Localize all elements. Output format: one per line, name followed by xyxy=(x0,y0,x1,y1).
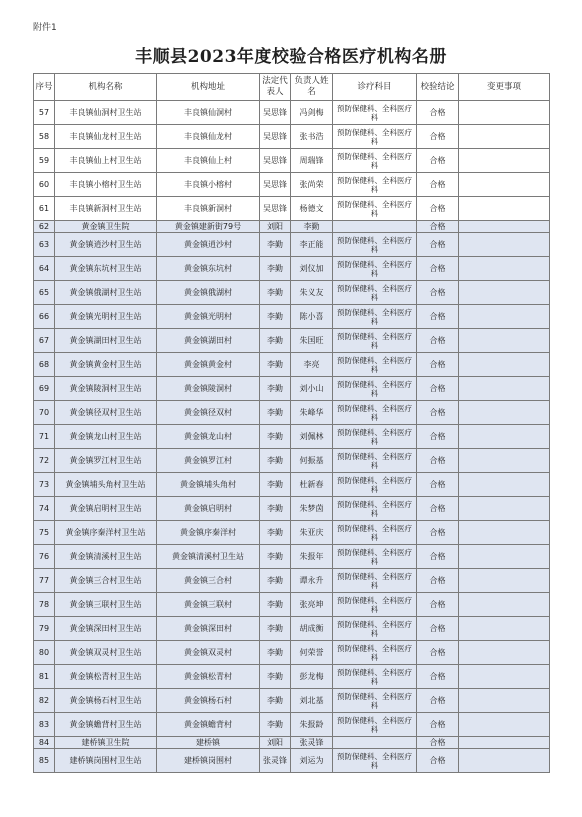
cell-change xyxy=(459,173,550,197)
cell-legal-rep: 李勤 xyxy=(260,713,291,737)
cell-head: 刘小山 xyxy=(291,377,333,401)
cell-head: 张亮坤 xyxy=(291,593,333,617)
cell-legal-rep: 李勤 xyxy=(260,641,291,665)
cell-subjects: 预防保健科、全科医疗科 xyxy=(333,617,417,641)
cell-name: 黄金镇湖田村卫生站 xyxy=(55,329,157,353)
cell-result: 合格 xyxy=(417,197,459,221)
cell-result: 合格 xyxy=(417,125,459,149)
cell-name: 黄金镇逍沙村卫生站 xyxy=(55,233,157,257)
cell-no: 72 xyxy=(34,449,55,473)
cell-head: 朱亚庆 xyxy=(291,521,333,545)
cell-result: 合格 xyxy=(417,257,459,281)
table-row xyxy=(34,545,550,569)
cell-head: 胡成衡 xyxy=(291,617,333,641)
cell-name: 黄金镇龙山村卫生站 xyxy=(55,425,157,449)
cell-change xyxy=(459,401,550,425)
cell-legal-rep: 李勤 xyxy=(260,449,291,473)
cell-subjects: 预防保健科、全科医疗科 xyxy=(333,473,417,497)
cell-no: 59 xyxy=(34,149,55,173)
cell-subjects: 预防保健科、全科医疗科 xyxy=(333,305,417,329)
cell-address: 黄金镇逍沙村 xyxy=(157,233,260,257)
cell-subjects: 预防保健科、全科医疗科 xyxy=(333,641,417,665)
table-row xyxy=(34,689,550,713)
cell-head: 陈小喜 xyxy=(291,305,333,329)
cell-name: 丰良镇仙上村卫生站 xyxy=(55,149,157,173)
cell-legal-rep: 李勤 xyxy=(260,689,291,713)
cell-subjects: 预防保健科、全科医疗科 xyxy=(333,569,417,593)
table-row xyxy=(34,401,550,425)
cell-name: 黄金镇双灵村卫生站 xyxy=(55,641,157,665)
cell-head: 朱报年 xyxy=(291,545,333,569)
cell-subjects: 预防保健科、全科医疗科 xyxy=(333,593,417,617)
cell-no: 66 xyxy=(34,305,55,329)
cell-name: 黄金镇径双村卫生站 xyxy=(55,401,157,425)
cell-legal-rep: 李勤 xyxy=(260,665,291,689)
cell-address: 建桥镇岗围村 xyxy=(157,749,260,773)
cell-name: 建桥镇卫生院 xyxy=(55,737,157,749)
cell-result: 合格 xyxy=(417,689,459,713)
cell-name: 黄金镇卫生院 xyxy=(55,221,157,233)
cell-change xyxy=(459,737,550,749)
cell-address: 黄金镇径双村 xyxy=(157,401,260,425)
cell-no: 63 xyxy=(34,233,55,257)
cell-subjects: 预防保健科、全科医疗科 xyxy=(333,749,417,773)
cell-name: 黄金镇杨石村卫生站 xyxy=(55,689,157,713)
cell-subjects: 预防保健科、全科医疗科 xyxy=(333,425,417,449)
cell-no: 77 xyxy=(34,569,55,593)
cell-head: 朱报龄 xyxy=(291,713,333,737)
col-header-head: 负责人姓名 xyxy=(291,74,333,101)
cell-subjects: 预防保健科、全科医疗科 xyxy=(333,281,417,305)
cell-subjects: 预防保健科、全科医疗科 xyxy=(333,197,417,221)
cell-head: 杨德文 xyxy=(291,197,333,221)
cell-change xyxy=(459,473,550,497)
table-row xyxy=(34,257,550,281)
table-row xyxy=(34,473,550,497)
cell-address: 黄金镇杨石村 xyxy=(157,689,260,713)
cell-legal-rep: 李勤 xyxy=(260,233,291,257)
cell-legal-rep: 李勤 xyxy=(260,545,291,569)
cell-subjects: 预防保健科、全科医疗科 xyxy=(333,149,417,173)
cell-result: 合格 xyxy=(417,665,459,689)
cell-no: 73 xyxy=(34,473,55,497)
cell-legal-rep: 李勤 xyxy=(260,377,291,401)
cell-address: 建桥镇 xyxy=(157,737,260,749)
cell-subjects: 预防保健科、全科医疗科 xyxy=(333,665,417,689)
cell-no: 69 xyxy=(34,377,55,401)
cell-address: 黄金镇序秦洋村 xyxy=(157,521,260,545)
cell-change xyxy=(459,305,550,329)
cell-address: 黄金镇清溪村卫生站 xyxy=(157,545,260,569)
cell-no: 84 xyxy=(34,737,55,749)
cell-subjects: 预防保健科、全科医疗科 xyxy=(333,329,417,353)
cell-subjects: 预防保健科、全科医疗科 xyxy=(333,449,417,473)
table-row xyxy=(34,497,550,521)
cell-address: 黄金镇松青村 xyxy=(157,665,260,689)
cell-result: 合格 xyxy=(417,569,459,593)
cell-subjects: 预防保健科、全科医疗科 xyxy=(333,689,417,713)
table-row xyxy=(34,305,550,329)
cell-name: 黄金镇陵洞村卫生站 xyxy=(55,377,157,401)
cell-head: 冯剑梅 xyxy=(291,101,333,125)
table-row xyxy=(34,425,550,449)
table-row xyxy=(34,665,550,689)
cell-change xyxy=(459,689,550,713)
cell-name: 黄金镇光明村卫生站 xyxy=(55,305,157,329)
cell-result: 合格 xyxy=(417,401,459,425)
cell-legal-rep: 吴思锋 xyxy=(260,149,291,173)
table-row xyxy=(34,125,550,149)
cell-legal-rep: 李勤 xyxy=(260,593,291,617)
table-row xyxy=(34,221,550,233)
table-row xyxy=(34,329,550,353)
cell-address: 黄金镇罗江村 xyxy=(157,449,260,473)
cell-legal-rep: 李勤 xyxy=(260,497,291,521)
table-row xyxy=(34,101,550,125)
cell-name: 黄金镇序秦洋村卫生站 xyxy=(55,521,157,545)
cell-name: 丰良镇仙龙村卫生站 xyxy=(55,125,157,149)
cell-address: 黄金镇埔头角村 xyxy=(157,473,260,497)
cell-address: 黄金镇三联村 xyxy=(157,593,260,617)
cell-no: 79 xyxy=(34,617,55,641)
cell-head: 朱梦茵 xyxy=(291,497,333,521)
col-header-subjects: 诊疗科目 xyxy=(333,74,417,101)
cell-result: 合格 xyxy=(417,353,459,377)
cell-result: 合格 xyxy=(417,149,459,173)
cell-legal-rep: 吴思锋 xyxy=(260,125,291,149)
cell-head: 杜新春 xyxy=(291,473,333,497)
cell-result: 合格 xyxy=(417,737,459,749)
col-header-result: 校验结论 xyxy=(417,74,459,101)
cell-address: 黄金镇龙山村 xyxy=(157,425,260,449)
cell-change xyxy=(459,353,550,377)
cell-no: 74 xyxy=(34,497,55,521)
cell-no: 67 xyxy=(34,329,55,353)
col-header-name: 机构名称 xyxy=(55,74,157,101)
cell-change xyxy=(459,641,550,665)
cell-address: 黄金镇建新街79号 xyxy=(157,221,260,233)
cell-subjects: 预防保健科、全科医疗科 xyxy=(333,101,417,125)
cell-result: 合格 xyxy=(417,521,459,545)
cell-no: 58 xyxy=(34,125,55,149)
cell-head: 李亮 xyxy=(291,353,333,377)
cell-result: 合格 xyxy=(417,497,459,521)
cell-address: 丰良镇新洞村 xyxy=(157,197,260,221)
cell-legal-rep: 李勤 xyxy=(260,473,291,497)
cell-name: 黄金镇松青村卫生站 xyxy=(55,665,157,689)
table-row xyxy=(34,617,550,641)
table-header-row xyxy=(34,74,550,101)
col-header-legal-rep: 法定代表人 xyxy=(260,74,291,101)
cell-change xyxy=(459,233,550,257)
table-row xyxy=(34,281,550,305)
cell-name: 黄金镇俄湖村卫生站 xyxy=(55,281,157,305)
table-body xyxy=(34,101,550,773)
cell-change xyxy=(459,377,550,401)
cell-subjects: 预防保健科、全科医疗科 xyxy=(333,521,417,545)
cell-legal-rep: 刘阳 xyxy=(260,221,291,233)
cell-change xyxy=(459,749,550,773)
col-header-no: 序号 xyxy=(34,74,55,101)
cell-result: 合格 xyxy=(417,281,459,305)
cell-head: 周瑞锋 xyxy=(291,149,333,173)
table-row xyxy=(34,737,550,749)
cell-result: 合格 xyxy=(417,233,459,257)
cell-head: 刘佩林 xyxy=(291,425,333,449)
cell-no: 85 xyxy=(34,749,55,773)
cell-head: 朱国旺 xyxy=(291,329,333,353)
institution-table xyxy=(33,73,550,773)
table-row xyxy=(34,569,550,593)
table-row xyxy=(34,713,550,737)
cell-address: 丰良镇仙龙村 xyxy=(157,125,260,149)
cell-subjects: 预防保健科、全科医疗科 xyxy=(333,173,417,197)
cell-subjects xyxy=(333,221,417,233)
cell-head: 谭永升 xyxy=(291,569,333,593)
cell-change xyxy=(459,593,550,617)
cell-no: 60 xyxy=(34,173,55,197)
cell-no: 83 xyxy=(34,713,55,737)
table-row xyxy=(34,521,550,545)
cell-address: 丰良镇小榕村 xyxy=(157,173,260,197)
table-row xyxy=(34,173,550,197)
cell-legal-rep: 李勤 xyxy=(260,257,291,281)
cell-change xyxy=(459,665,550,689)
cell-no: 82 xyxy=(34,689,55,713)
cell-head: 何荣誉 xyxy=(291,641,333,665)
cell-name: 黄金镇罗江村卫生站 xyxy=(55,449,157,473)
cell-head: 李勤 xyxy=(291,221,333,233)
cell-legal-rep: 吴思锋 xyxy=(260,101,291,125)
document-title: 丰顺县2023年度校验合格医疗机构名册 xyxy=(135,47,447,67)
cell-change xyxy=(459,425,550,449)
cell-result: 合格 xyxy=(417,425,459,449)
cell-change xyxy=(459,257,550,281)
cell-change xyxy=(459,329,550,353)
cell-no: 75 xyxy=(34,521,55,545)
attachment-label: 附件1 xyxy=(33,23,57,33)
cell-result: 合格 xyxy=(417,641,459,665)
cell-no: 78 xyxy=(34,593,55,617)
cell-change xyxy=(459,521,550,545)
col-header-address: 机构地址 xyxy=(157,74,260,101)
cell-subjects: 预防保健科、全科医疗科 xyxy=(333,233,417,257)
cell-no: 64 xyxy=(34,257,55,281)
cell-name: 丰良镇仙洞村卫生站 xyxy=(55,101,157,125)
cell-subjects: 预防保健科、全科医疗科 xyxy=(333,545,417,569)
cell-result: 合格 xyxy=(417,329,459,353)
cell-result: 合格 xyxy=(417,473,459,497)
cell-change xyxy=(459,569,550,593)
cell-change xyxy=(459,713,550,737)
cell-result: 合格 xyxy=(417,377,459,401)
cell-subjects: 预防保健科、全科医疗科 xyxy=(333,377,417,401)
cell-change xyxy=(459,545,550,569)
cell-address: 黄金镇光明村 xyxy=(157,305,260,329)
cell-legal-rep: 李勤 xyxy=(260,305,291,329)
cell-name: 黄金镇三联村卫生站 xyxy=(55,593,157,617)
cell-change xyxy=(459,149,550,173)
cell-legal-rep: 李勤 xyxy=(260,401,291,425)
cell-address: 黄金镇湖田村 xyxy=(157,329,260,353)
cell-address: 黄金镇陵洞村 xyxy=(157,377,260,401)
cell-legal-rep: 张灵锋 xyxy=(260,749,291,773)
cell-no: 70 xyxy=(34,401,55,425)
cell-legal-rep: 李勤 xyxy=(260,281,291,305)
cell-no: 65 xyxy=(34,281,55,305)
cell-address: 黄金镇双灵村 xyxy=(157,641,260,665)
cell-legal-rep: 李勤 xyxy=(260,617,291,641)
cell-result: 合格 xyxy=(417,173,459,197)
cell-name: 黄金镇黄金村卫生站 xyxy=(55,353,157,377)
cell-no: 61 xyxy=(34,197,55,221)
cell-result: 合格 xyxy=(417,545,459,569)
cell-result: 合格 xyxy=(417,101,459,125)
cell-address: 黄金镇东坑村 xyxy=(157,257,260,281)
cell-no: 76 xyxy=(34,545,55,569)
cell-result: 合格 xyxy=(417,713,459,737)
cell-address: 丰良镇仙上村 xyxy=(157,149,260,173)
table-row xyxy=(34,233,550,257)
table-row xyxy=(34,749,550,773)
cell-no: 71 xyxy=(34,425,55,449)
cell-head: 张灵锋 xyxy=(291,737,333,749)
cell-no: 57 xyxy=(34,101,55,125)
cell-result: 合格 xyxy=(417,749,459,773)
cell-legal-rep: 李勤 xyxy=(260,353,291,377)
cell-change xyxy=(459,221,550,233)
cell-head: 彭龙梅 xyxy=(291,665,333,689)
table-row xyxy=(34,593,550,617)
cell-legal-rep: 吴思锋 xyxy=(260,173,291,197)
cell-address: 丰良镇仙洞村 xyxy=(157,101,260,125)
cell-address: 黄金镇三合村 xyxy=(157,569,260,593)
cell-address: 黄金镇黄金村 xyxy=(157,353,260,377)
cell-result: 合格 xyxy=(417,305,459,329)
cell-subjects: 预防保健科、全科医疗科 xyxy=(333,353,417,377)
cell-legal-rep: 刘阳 xyxy=(260,737,291,749)
cell-head: 刘仪加 xyxy=(291,257,333,281)
cell-head: 张尚荣 xyxy=(291,173,333,197)
cell-subjects: 预防保健科、全科医疗科 xyxy=(333,125,417,149)
cell-no: 68 xyxy=(34,353,55,377)
cell-name: 黄金镇埔头角村卫生站 xyxy=(55,473,157,497)
cell-change xyxy=(459,197,550,221)
cell-legal-rep: 李勤 xyxy=(260,569,291,593)
cell-head: 张书浩 xyxy=(291,125,333,149)
cell-legal-rep: 李勤 xyxy=(260,329,291,353)
cell-change xyxy=(459,617,550,641)
cell-no: 81 xyxy=(34,665,55,689)
table-row xyxy=(34,641,550,665)
table-row xyxy=(34,197,550,221)
table-row xyxy=(34,449,550,473)
table-row xyxy=(34,353,550,377)
cell-subjects: 预防保健科、全科医疗科 xyxy=(333,497,417,521)
cell-subjects: 预防保健科、全科医疗科 xyxy=(333,401,417,425)
cell-head: 朱义友 xyxy=(291,281,333,305)
cell-subjects: 预防保健科、全科医疗科 xyxy=(333,713,417,737)
cell-change xyxy=(459,101,550,125)
cell-subjects: 预防保健科、全科医疗科 xyxy=(333,257,417,281)
cell-legal-rep: 吴思锋 xyxy=(260,197,291,221)
cell-change xyxy=(459,497,550,521)
cell-name: 黄金镇启明村卫生站 xyxy=(55,497,157,521)
cell-subjects xyxy=(333,737,417,749)
table-row xyxy=(34,377,550,401)
cell-head: 刘运为 xyxy=(291,749,333,773)
cell-result: 合格 xyxy=(417,617,459,641)
cell-result: 合格 xyxy=(417,449,459,473)
cell-result: 合格 xyxy=(417,593,459,617)
cell-address: 黄金镇俄湖村 xyxy=(157,281,260,305)
cell-name: 黄金镇蟾背村卫生站 xyxy=(55,713,157,737)
cell-name: 黄金镇东坑村卫生站 xyxy=(55,257,157,281)
cell-head: 刘北基 xyxy=(291,689,333,713)
col-header-change: 变更事项 xyxy=(459,74,550,101)
cell-name: 建桥镇岗围村卫生站 xyxy=(55,749,157,773)
cell-change xyxy=(459,449,550,473)
cell-name: 黄金镇深田村卫生站 xyxy=(55,617,157,641)
cell-name: 丰良镇小榕村卫生站 xyxy=(55,173,157,197)
cell-legal-rep: 李勤 xyxy=(260,521,291,545)
cell-change xyxy=(459,125,550,149)
cell-no: 62 xyxy=(34,221,55,233)
cell-head: 李正能 xyxy=(291,233,333,257)
cell-head: 何振基 xyxy=(291,449,333,473)
cell-no: 80 xyxy=(34,641,55,665)
cell-result: 合格 xyxy=(417,221,459,233)
cell-address: 黄金镇深田村 xyxy=(157,617,260,641)
cell-legal-rep: 李勤 xyxy=(260,425,291,449)
cell-name: 丰良镇新洞村卫生站 xyxy=(55,197,157,221)
cell-address: 黄金镇蟾背村 xyxy=(157,713,260,737)
cell-change xyxy=(459,281,550,305)
cell-name: 黄金镇清溪村卫生站 xyxy=(55,545,157,569)
cell-head: 朱峰华 xyxy=(291,401,333,425)
cell-address: 黄金镇启明村 xyxy=(157,497,260,521)
table-row xyxy=(34,149,550,173)
cell-name: 黄金镇三合村卫生站 xyxy=(55,569,157,593)
